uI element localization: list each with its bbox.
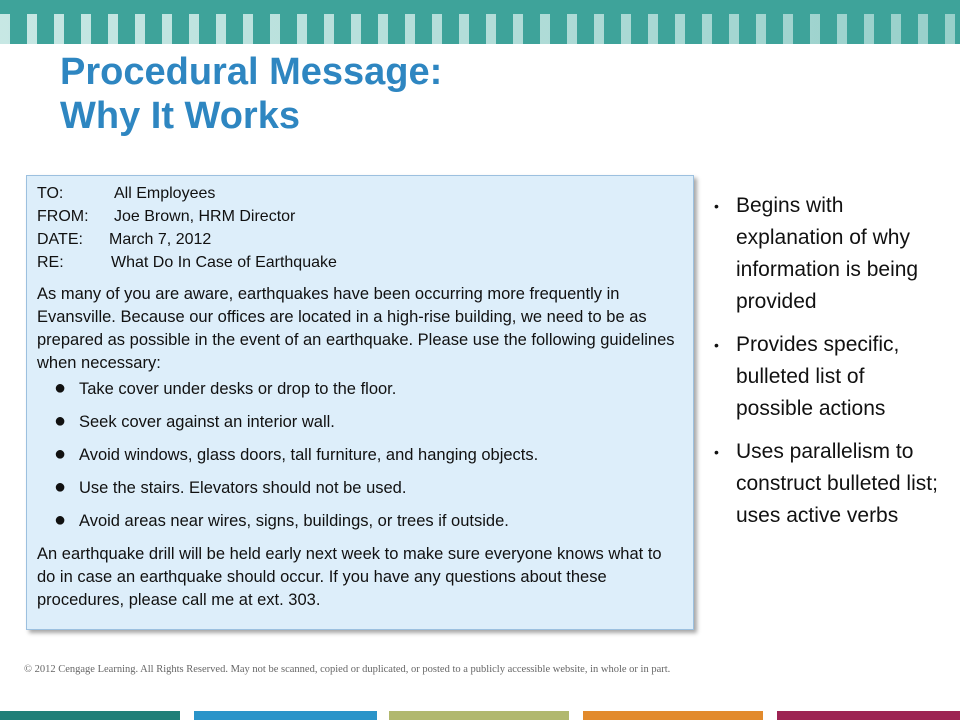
bottom-color-bar-4: [583, 711, 763, 720]
guideline-item: [54, 443, 683, 466]
key-point-item: [710, 190, 940, 318]
memo-header-re: [37, 251, 683, 274]
memo-header-value: All Employees: [114, 185, 216, 202]
bottom-color-bar-2: [194, 711, 377, 720]
key-point-text: Begins with explanation of why information is being provided: [736, 194, 919, 313]
bullet-icon: •: [714, 444, 719, 460]
bottom-color-bar-3: [389, 711, 569, 720]
memo-header-date: [37, 228, 683, 251]
bottom-color-bar-1: [0, 711, 180, 720]
bullet-icon: •: [714, 337, 719, 353]
copyright-notice: © 2012 Cengage Learning. All Rights Reserved. May not be scanned, copied or duplicated, or posted to a publicly accessible website, in whole or in part.: [24, 664, 671, 675]
memo-header-from: [37, 205, 683, 228]
bullet-icon: ●: [54, 377, 67, 399]
memo-box: [26, 175, 694, 630]
bullet-icon: ●: [54, 509, 67, 531]
guideline-item: [54, 410, 683, 433]
guideline-item: [54, 377, 683, 400]
guideline-text: Avoid areas near wires, signs, buildings, or trees if outside.: [79, 512, 509, 530]
memo-header-label: RE:: [37, 254, 64, 271]
slide-title: [60, 50, 442, 138]
memo-closing-paragraph: An earthquake drill will be held early next week to make sure everyone knows what to do in case an earthquake should occur. If you have any questions about these procedures, please call me at ext. 303.: [37, 545, 662, 609]
memo-header-value: Joe Brown, HRM Director: [114, 208, 296, 225]
bullet-icon: ●: [54, 410, 67, 432]
memo-header-value: What Do In Case of Earthquake: [111, 254, 337, 271]
slide-title-line-1: Procedural Message:: [60, 51, 443, 93]
key-point-item: [710, 329, 940, 425]
slide-title-line-2: Why It Works: [60, 95, 300, 137]
memo-header-label: DATE:: [37, 231, 83, 248]
memo-header-label: TO:: [37, 185, 64, 202]
bullet-icon: ●: [54, 443, 67, 465]
key-point-item: [710, 436, 940, 532]
key-points-list: [710, 190, 940, 543]
memo-header-value: March 7, 2012: [109, 231, 212, 248]
key-point-text: Uses parallelism to construct bulleted list; uses active verbs: [736, 440, 938, 527]
banner-fade: [0, 0, 960, 44]
guidelines-list: [37, 378, 683, 532]
memo-intro-paragraph: As many of you are aware, earthquakes have been occurring more frequently in Evansville. Because our offices are located in a high-rise building, we need to be as prepared as possible in the event of an earthquake. Please use the following guidelines when necessary:: [37, 285, 675, 372]
memo-header-label: FROM:: [37, 208, 89, 225]
top-decorative-banner: [0, 0, 960, 44]
bullet-icon: •: [714, 198, 719, 214]
guideline-text: Use the stairs. Elevators should not be used.: [79, 479, 407, 497]
bottom-color-bar-5: [777, 711, 960, 720]
guideline-text: Take cover under desks or drop to the floor.: [79, 380, 397, 398]
guideline-text: Avoid windows, glass doors, tall furniture, and hanging objects.: [79, 446, 539, 464]
key-point-text: Provides specific, bulleted list of possible actions: [736, 333, 900, 420]
memo-header-to: [37, 182, 683, 205]
guideline-item: [54, 476, 683, 499]
guideline-item: [54, 509, 683, 532]
bullet-icon: ●: [54, 476, 67, 498]
guideline-text: Seek cover against an interior wall.: [79, 413, 335, 431]
